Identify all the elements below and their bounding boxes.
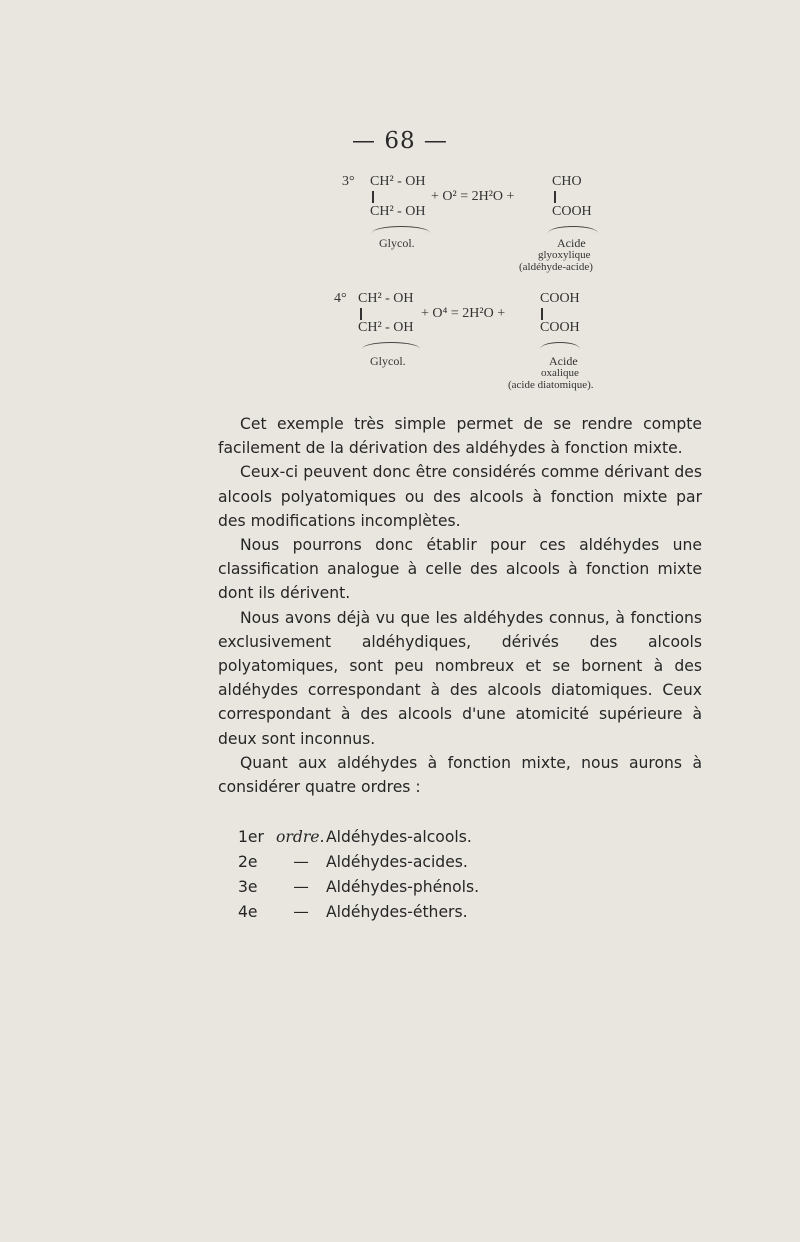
list-item <box>238 900 479 925</box>
order-number: 3e <box>238 878 258 896</box>
eq4-left-brace <box>362 342 420 349</box>
order-name: Aldéhydes-phénols. <box>326 878 480 896</box>
body-text <box>218 412 702 799</box>
eq4-left-bottom: CH² - OH <box>358 320 414 335</box>
eq3-right-caption-2: glyoxylique <box>538 249 591 261</box>
eq4-right-brace <box>540 342 580 349</box>
eq3-right-caption-1: Acide <box>557 236 586 250</box>
order-name: Aldéhydes-éthers. <box>326 903 468 921</box>
order-name: Aldéhydes-alcools. <box>326 828 472 846</box>
order-label: — <box>293 853 309 871</box>
eq4-right-top: COOH <box>540 291 580 306</box>
order-number: 2e <box>238 853 258 871</box>
eq4-left-top: CH² - OH <box>358 291 414 306</box>
order-label: ordre. <box>276 828 325 846</box>
eq3-right-brace <box>548 226 598 233</box>
eq3-operator: + O² = 2H²O + <box>431 189 515 204</box>
paragraph-5: Quant aux aldéhydes à fonction mixte, nous aurons à considérer quatre ordres : <box>218 753 702 797</box>
eq4-left-bond <box>360 308 362 320</box>
list-item <box>238 825 479 850</box>
eq3-left-bottom: CH² - OH <box>370 204 426 219</box>
order-name: Aldéhydes-acides. <box>326 853 468 871</box>
order-number: 1er <box>238 828 264 846</box>
eq4-operator: + O⁴ = 2H²O + <box>421 306 506 321</box>
eq3-right-bottom: COOH <box>552 204 592 219</box>
eq4-right-bottom: COOH <box>540 320 580 335</box>
paragraph-2: Ceux-ci peuvent donc être considérés comme dérivant des alcools polyatomiques ou des alcools à fonction mixte par des modifications incomplètes. <box>218 463 702 530</box>
eq4-index: 4° <box>334 291 347 306</box>
eq3-left-brace <box>372 226 430 233</box>
eq4-right-caption-1: Acide <box>549 354 578 368</box>
eq4-right-caption-2: oxalique <box>541 367 579 379</box>
paragraph-3: Nous pourrons donc établir pour ces aldéhydes une classification analogue à celle des alcools à fonction mixte dont ils dérivent. <box>218 536 702 603</box>
eq3-left-caption: Glycol. <box>379 236 415 250</box>
eq4-left-caption: Glycol. <box>370 354 406 368</box>
list-item <box>238 850 479 875</box>
eq3-right-bond <box>554 191 556 203</box>
eq3-right-caption-3: (aldéhyde-acide) <box>519 261 593 273</box>
paragraph-1: Cet exemple très simple permet de se rendre compte facilement de la dérivation des aldéhydes à fonction mixte. <box>218 415 702 458</box>
order-label: — <box>293 878 309 896</box>
list-item <box>238 875 479 900</box>
order-label: — <box>293 903 309 921</box>
order-number: 4e <box>238 903 258 921</box>
eq3-index: 3° <box>342 174 355 189</box>
eq3-left-top: CH² - OH <box>370 174 426 189</box>
eq4-right-caption-3: (acide diatomique). <box>508 379 594 391</box>
eq3-right-top: CHO <box>552 174 582 189</box>
eq4-right-bond <box>541 308 543 320</box>
paragraph-4: Nous avons déjà vu que les aldéhydes connus, à fonctions exclusivement aldéhydiques, dérivés des alcools polyatomiques, sont peu nombreux et se bornent à des aldéhydes correspondant à des alcools diatomiques. Ceux correspondant à des alcools d'une atomicité supérieure à deux sont inconnus. <box>218 608 702 748</box>
orders-list <box>238 825 479 925</box>
eq3-left-bond <box>372 191 374 203</box>
page-number: — 68 — <box>352 128 448 154</box>
